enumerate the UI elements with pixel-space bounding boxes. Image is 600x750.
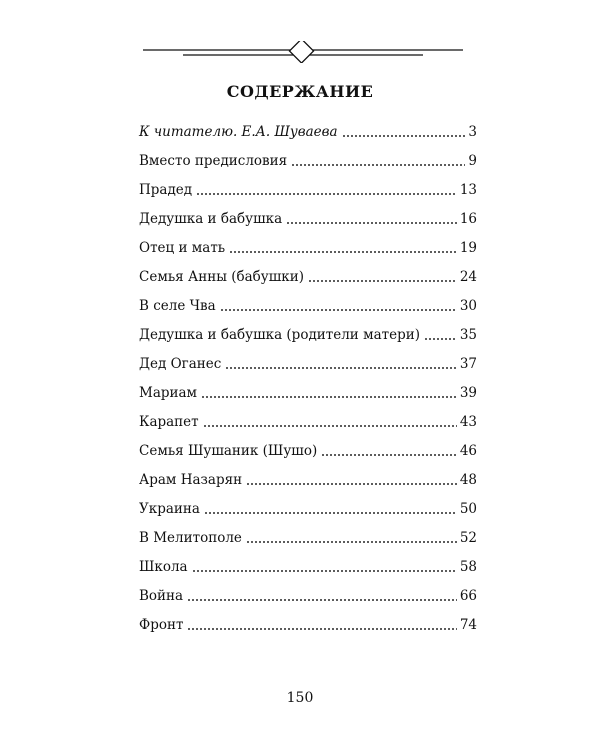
toc-entry-title: Прадед <box>139 182 193 198</box>
toc-dot-leader <box>203 425 457 427</box>
toc-entry-title: Фронт <box>139 617 184 633</box>
toc-entry-title: Мариам <box>139 385 198 401</box>
toc-entry <box>139 431 477 460</box>
toc-entry-page: 39 <box>459 385 477 401</box>
toc-entry-page: 50 <box>459 501 477 517</box>
toc-entry-page: 37 <box>459 356 477 372</box>
toc-entry <box>139 286 477 315</box>
toc-entry-title: Семья Анны (бабушки) <box>139 269 304 285</box>
toc-dot-leader <box>220 309 457 311</box>
toc-entry <box>139 605 477 634</box>
toc-dot-leader <box>187 599 457 601</box>
toc-dot-leader <box>246 541 457 543</box>
toc-entry-title: В Мелитополе <box>139 530 242 546</box>
toc-entry-title: Арам Назарян <box>139 472 243 488</box>
toc-dot-leader <box>187 628 456 630</box>
toc-entry-title: Вместо предисловия <box>139 153 288 169</box>
toc-entry <box>139 112 477 141</box>
toc-entry-title: Школа <box>139 559 188 575</box>
diamond-rule-ornament-icon <box>143 41 463 63</box>
toc-entry-title: Дедушка и бабушка <box>139 211 283 227</box>
toc-entry-page: 48 <box>459 472 477 488</box>
toc-entry-page: 74 <box>459 617 477 633</box>
toc-entry-page: 52 <box>459 530 477 546</box>
toc-entry-title: Украина <box>139 501 200 517</box>
toc-entry-page: 66 <box>459 588 477 604</box>
toc-entry-page: 3 <box>468 124 477 140</box>
toc-dot-leader <box>225 367 457 369</box>
toc-entry <box>139 373 477 402</box>
table-of-contents <box>139 112 477 634</box>
toc-entry-title: Дед Оганес <box>139 356 222 372</box>
toc-dot-leader <box>204 512 457 514</box>
toc-entry-page: 13 <box>459 182 477 198</box>
toc-entry <box>139 489 477 518</box>
toc-entry-page: 46 <box>459 443 477 459</box>
toc-entry-page: 24 <box>459 269 477 285</box>
toc-entry-title: Дедушка и бабушка (родители матери) <box>139 327 420 343</box>
toc-entry <box>139 315 477 344</box>
page-title: СОДЕРЖАНИЕ <box>226 82 374 101</box>
toc-entry-page: 19 <box>459 240 477 256</box>
toc-entry-page: 43 <box>459 414 477 430</box>
toc-dot-leader <box>308 280 457 282</box>
toc-entry-page: 16 <box>459 211 477 227</box>
toc-entry <box>139 518 477 547</box>
toc-entry <box>139 170 477 199</box>
toc-entry-title: Отец и мать <box>139 240 226 256</box>
toc-dot-leader <box>246 483 457 485</box>
toc-entry-title: Война <box>139 588 184 604</box>
toc-dot-leader <box>196 193 457 195</box>
toc-entry <box>139 402 477 431</box>
toc-entry <box>139 199 477 228</box>
toc-entry-title: В селе Чва <box>139 298 216 314</box>
toc-dot-leader <box>424 338 457 340</box>
page-number: 150 <box>286 690 314 706</box>
toc-entry <box>139 547 477 576</box>
toc-entry-page: 35 <box>459 327 477 343</box>
toc-entry <box>139 141 477 170</box>
toc-entry <box>139 460 477 489</box>
toc-entry <box>139 344 477 373</box>
toc-entry <box>139 257 477 286</box>
toc-entry-page: 30 <box>459 298 477 314</box>
toc-dot-leader <box>192 570 457 572</box>
toc-dot-leader <box>286 222 457 224</box>
toc-dot-leader <box>321 454 457 456</box>
toc-entry <box>139 228 477 257</box>
toc-entry-page: 58 <box>459 559 477 575</box>
toc-entry-title: Семья Шушаник (Шушо) <box>139 443 318 459</box>
toc-dot-leader <box>342 135 466 137</box>
toc-entry-title: К читателю. Е.А. Шуваева <box>139 124 338 140</box>
toc-entry-title: Карапет <box>139 414 199 430</box>
toc-entry <box>139 576 477 605</box>
toc-dot-leader <box>229 251 457 253</box>
toc-dot-leader <box>201 396 457 398</box>
toc-entry-page: 9 <box>468 153 477 169</box>
toc-dot-leader <box>291 164 465 166</box>
